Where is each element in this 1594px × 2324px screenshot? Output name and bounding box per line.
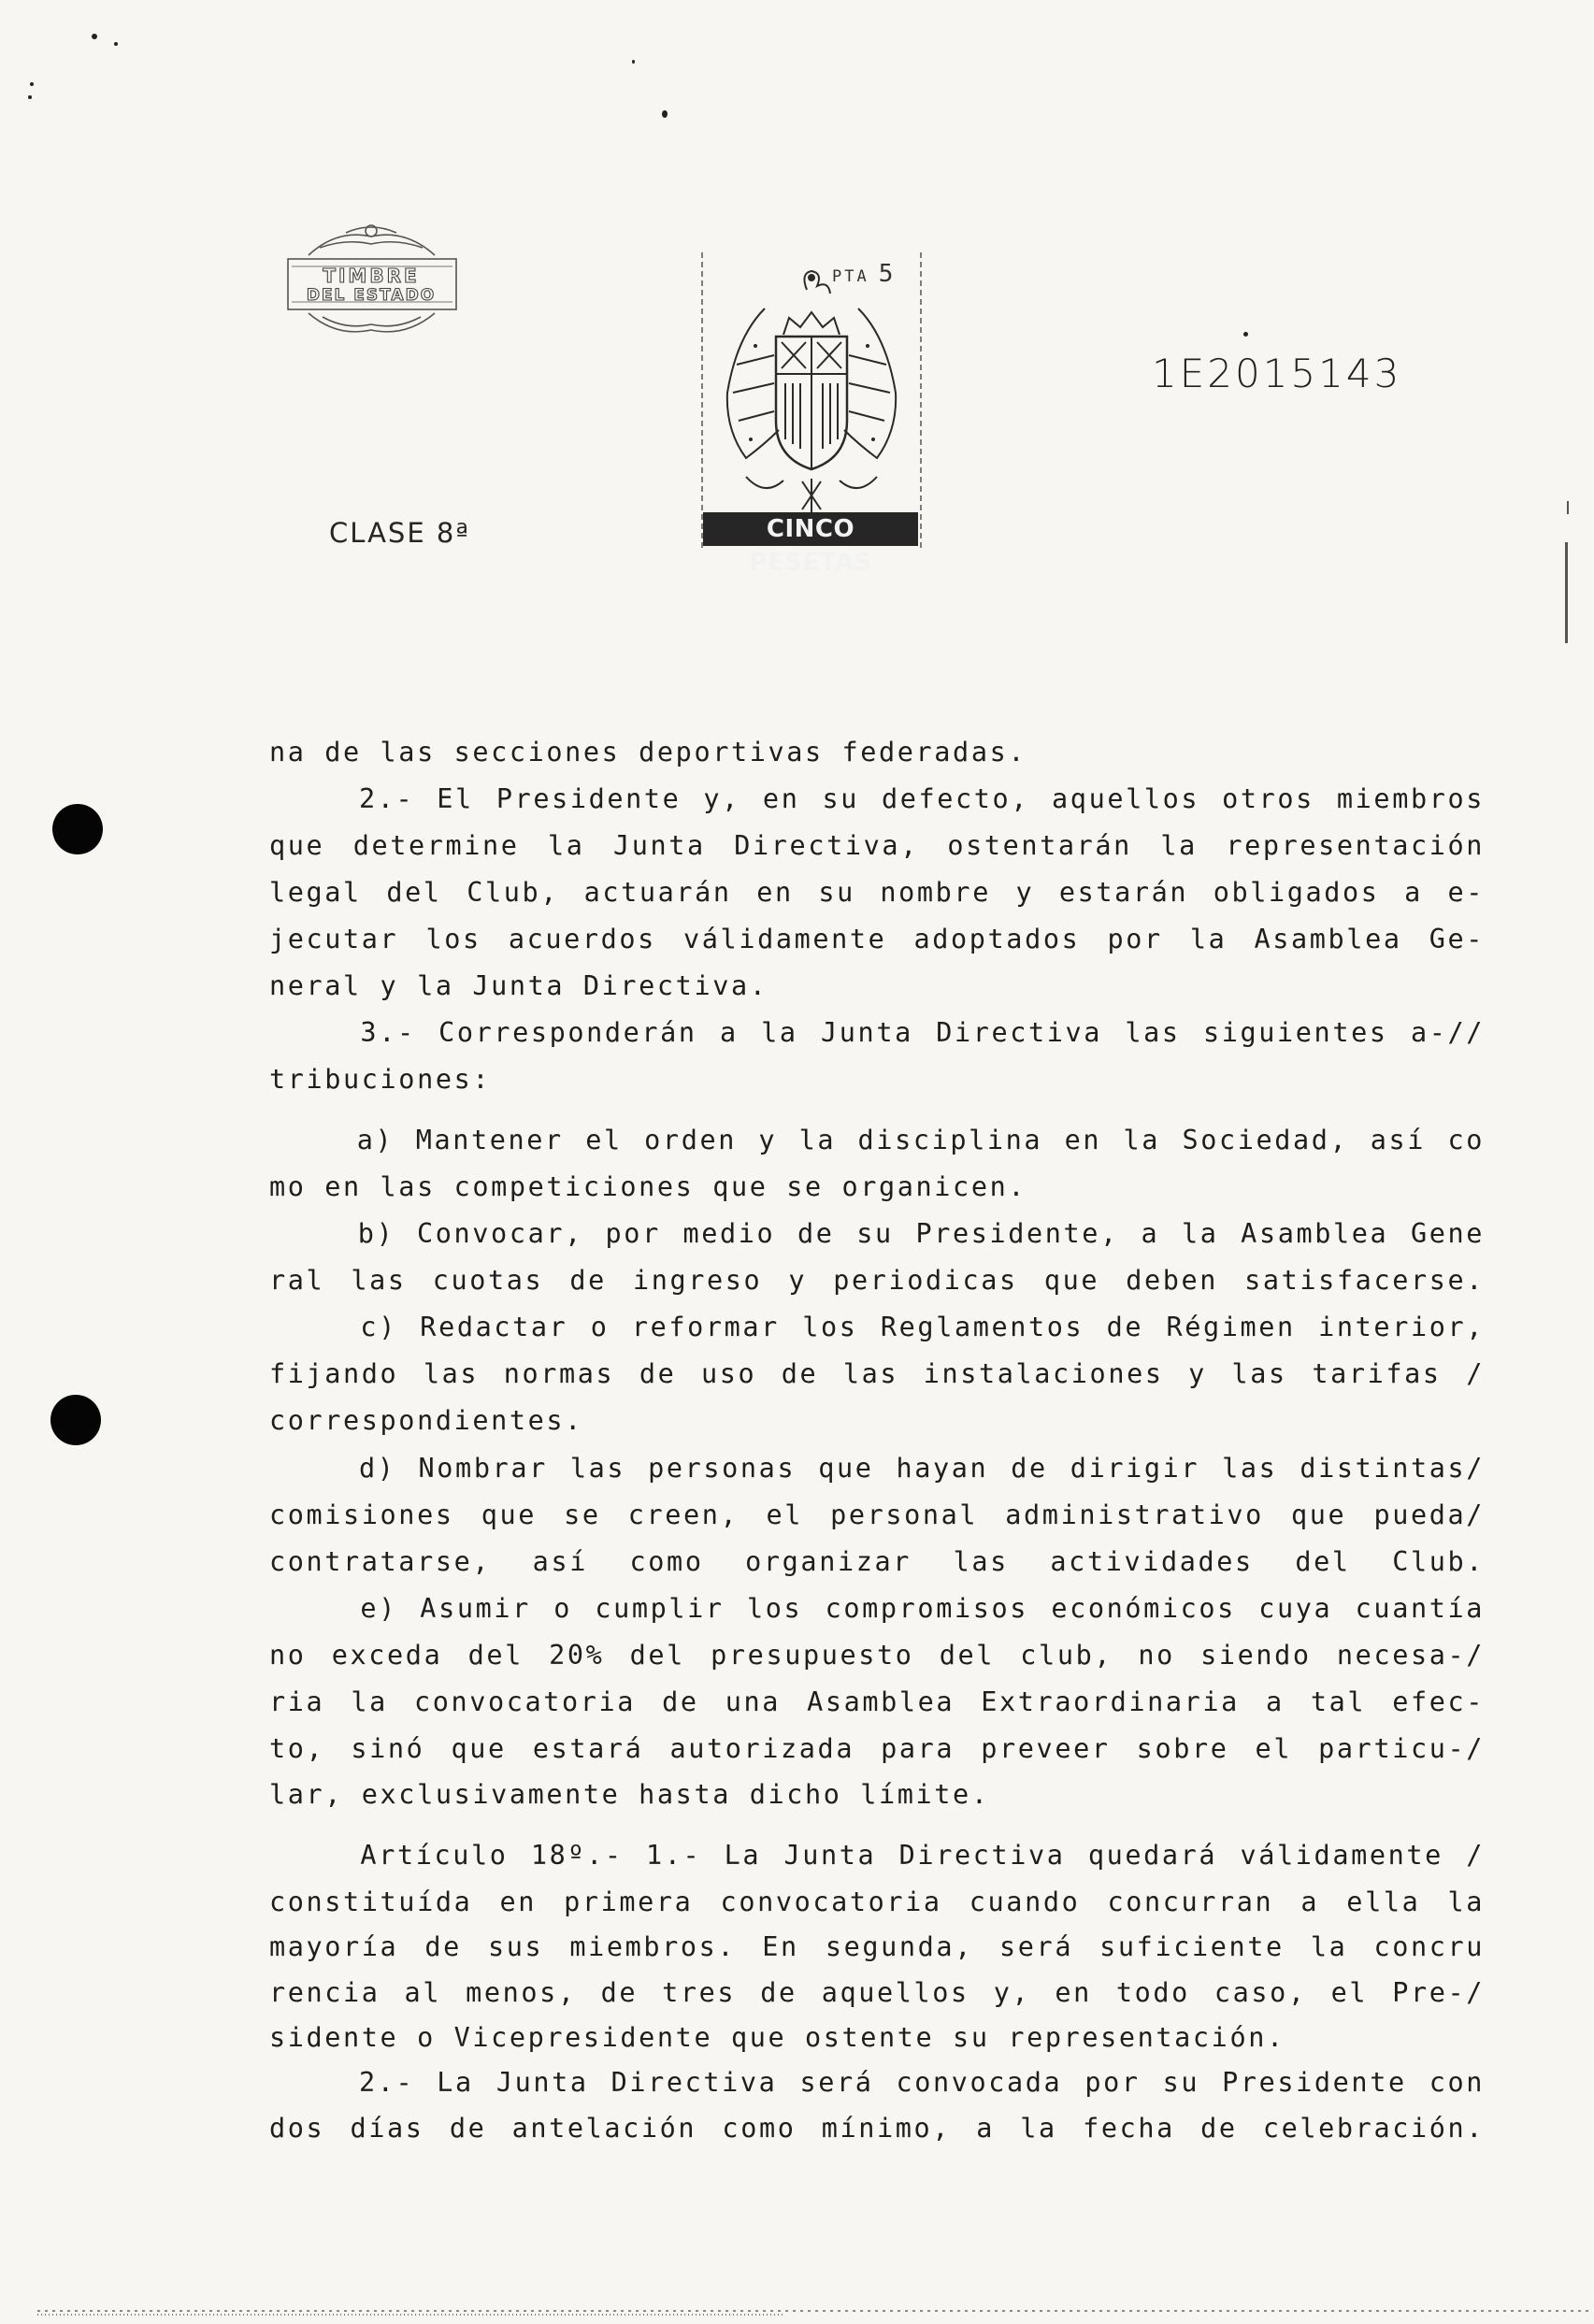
text-line: mayoría de sus miembros. En segunda, será suficiente la concru [269, 1931, 1485, 1962]
text-line: c) Redactar o reformar los Reglamentos de Régimen interior, [269, 1312, 1485, 1342]
text-line: 3.- Corresponderán a la Junta Directiva las siguientes a-// [269, 1017, 1485, 1048]
timbre-del-estado-logo [280, 220, 463, 346]
scan-speck [30, 82, 34, 86]
text-line: to, sinó que estará autorizada para preveer sobre el particu-/ [269, 1733, 1485, 1764]
scan-speck [92, 34, 97, 39]
scan-edge-line [1565, 542, 1568, 643]
svg-text:DEL ESTADO: DEL ESTADO [306, 286, 437, 305]
text-line: dos días de antelación como mínimo, a la fecha de celebración. [269, 2113, 1485, 2144]
scan-speck [1243, 332, 1248, 337]
stamp-value-number: 5 [878, 260, 897, 288]
text-line: mo en las competiciones que se organicen. [269, 1171, 1027, 1202]
text-line: que determine la Junta Directiva, ostentarán la representación [269, 830, 1485, 861]
text-line: constituída en primera convocatoria cuando concurran a ella la [269, 1886, 1485, 1917]
scan-edge-line [1567, 501, 1569, 514]
text-line: tribuciones: [269, 1064, 492, 1095]
text-line: e) Asumir o cumplir los compromisos económicos cuya cuantía [269, 1593, 1485, 1624]
text-line: d) Nombrar las personas que hayan de dirigir las distintas/ [269, 1453, 1485, 1484]
text-line: b) Convocar, por medio de su Presidente, a la Asamblea Gene [269, 1218, 1485, 1249]
text-line: a) Mantener el orden y la disciplina en la Sociedad, así co [269, 1125, 1485, 1155]
text-line: no exceda del 20% del presupuesto del club, no siendo necesa-/ [269, 1640, 1485, 1671]
scan-bottom-edge [37, 2303, 1589, 2317]
scan-speck [114, 42, 118, 46]
text-line: legal del Club, actuarán en su nombre y estarán obligados a e- [269, 877, 1485, 908]
text-line: lar, exclusivamente hasta dicho límite. [269, 1779, 990, 1810]
text-line: neral y la Junta Directiva. [269, 970, 768, 1001]
scan-speck [662, 110, 668, 118]
fiscal-stamp [699, 252, 924, 552]
punch-hole-top [52, 804, 103, 854]
text-line: Artículo 18º.- 1.- La Junta Directiva quedará válidamente / [269, 1840, 1485, 1871]
serial-number: 1E2015143 [1152, 351, 1402, 396]
punch-hole-bottom [50, 1395, 101, 1445]
svg-text:TIMBRE: TIMBRE [323, 265, 420, 287]
text-line: sidente o Vicepresidente que ostente su representación. [269, 2022, 1285, 2053]
text-line: 2.- El Presidente y, en su defecto, aquellos otros miembros [269, 783, 1485, 814]
text-line: 2.- La Junta Directiva será convocada por su Presidente con [269, 2067, 1485, 2098]
clase-label: CLASE 8ª [329, 517, 470, 549]
stamp-value-label: PTA [832, 267, 869, 286]
stamp-band-text: CINCO PESETAS [703, 512, 918, 546]
coat-of-arms-icon [727, 271, 896, 514]
text-line: fijando las normas de uso de las instalaciones y las tarifas / [269, 1358, 1485, 1389]
text-line: jecutar los acuerdos válidamente adoptados por la Asamblea Ge- [269, 924, 1485, 954]
text-line: comisiones que se creen, el personal administrativo que pueda/ [269, 1499, 1485, 1530]
scan-speck [632, 60, 635, 64]
text-line: correspondientes. [269, 1405, 583, 1436]
text-line: ria la convocatoria de una Asamblea Extraordinaria a tal efec- [269, 1686, 1485, 1717]
stamp-value [832, 260, 896, 288]
text-line: na de las secciones deportivas federadas. [269, 737, 1027, 767]
text-line: ral las cuotas de ingreso y periodicas que deben satisfacerse. [269, 1265, 1485, 1296]
text-line: contratarse, así como organizar las actividades del Club. [269, 1546, 1485, 1577]
scan-speck [28, 95, 32, 99]
text-line: rencia al menos, de tres de aquellos y, en todo caso, el Pre-/ [269, 1977, 1485, 2008]
